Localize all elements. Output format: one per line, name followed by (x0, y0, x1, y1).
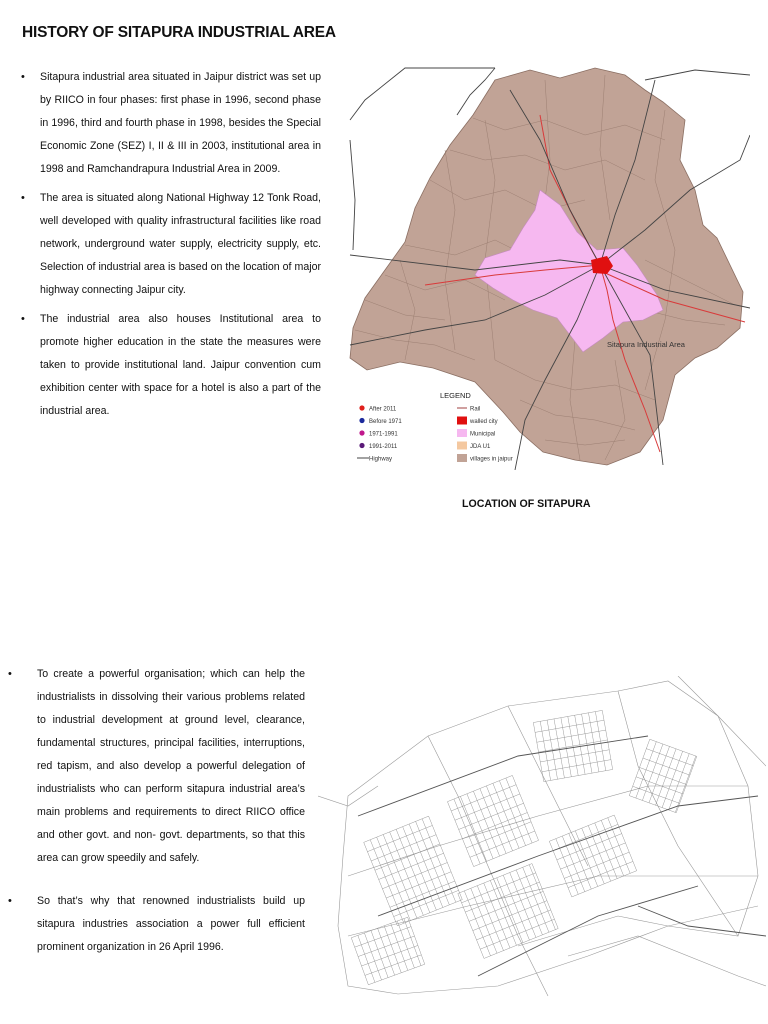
plot-block (447, 775, 538, 866)
plan-outline (318, 676, 766, 996)
bullet-institutional: • The industrial area also houses Institutional area to promote higher education in the state the measures were taken to provide institutional land. Jaipur convention cum exhibition center with space for a hotel is also a part of the industrial area. (40, 308, 321, 423)
legend-item-label: 1991-2011 (369, 444, 398, 450)
plot-grid (351, 710, 696, 984)
legend-dot-icon (359, 405, 364, 410)
bullet-association-founding: • So that’s why that renowned industrialists build up sitapura industries association a power full efficient prominent organization in 26 April 1996. (37, 890, 305, 959)
legend-item-label: Highway (369, 456, 393, 463)
legend-item-label: After 2011 (369, 406, 397, 413)
legend-item-label: JDA U1 (470, 444, 491, 450)
legend-item-label: walled city (470, 419, 498, 425)
legend-dot-icon (359, 418, 364, 423)
legend-item-label: Rail (470, 406, 481, 413)
legend-swatch-icon (457, 454, 467, 462)
association-bullet-list (37, 663, 305, 979)
bullet-organisation-purpose: • To create a powerful organisation; which can help the industrialists in dissolving their various problems related to industrial development at ground level, clearance, fundamental structures, principal facilities, interruptions, red tapism, and also develop a powerful delegation of industrialists who can perform sitapura industrial area’s main problems and requirements to direct RIICO office and other govt. and non- govt. departments, so that this area can grow speedily and safely. (37, 663, 305, 870)
plot-block (533, 710, 612, 781)
bullet-phases: • Sitapura industrial area situated in Jaipur district was set up by RIICO in four phases: first phase in 1996, second phase in 1996, third and fourth phase in 1998, besides the Special Economic Zone (SEZ) I, II & III in 2003, institutional area in 1998 and Ramchandrapura Industrial Area in 2009. (40, 66, 321, 181)
legend-swatch-icon (457, 442, 467, 450)
plot-block (629, 739, 697, 812)
plot-block (364, 816, 463, 926)
legend-item-label: villages in jaipur (470, 456, 513, 463)
legend-item-label: 1971-1991 (369, 431, 398, 438)
legend-dot-icon (359, 443, 364, 448)
map-caption: LOCATION OF SITAPURA (462, 498, 591, 510)
main-roads (358, 736, 766, 976)
location-map (345, 60, 750, 470)
plot-block (549, 815, 636, 897)
legend-item-label: Before 1971 (369, 419, 402, 425)
plot-block (351, 917, 424, 985)
bullet-location: • The area is situated along National Highway 12 Tonk Road, well developed with quality infrastructural facilities like road network, underground water supply, electricity supply, etc. Selection of industrial area is based on the location of major highway connecting Jaipur city. (40, 187, 321, 302)
page-title: HISTORY OF SITAPURA INDUSTRIAL AREA (22, 24, 336, 41)
sitapura-area-label: Sitapura Industrial Area (607, 340, 685, 349)
legend-item-label: Municipal (470, 431, 496, 438)
legend-dot-icon (359, 430, 364, 435)
industrial-area-layout-plan (318, 676, 766, 1000)
history-bullet-list (40, 66, 321, 429)
legend-swatch-icon (457, 417, 467, 425)
legend-title: LEGEND (440, 391, 471, 400)
legend-swatch-icon (457, 429, 467, 437)
plot-block (458, 864, 558, 959)
legend (357, 405, 513, 462)
